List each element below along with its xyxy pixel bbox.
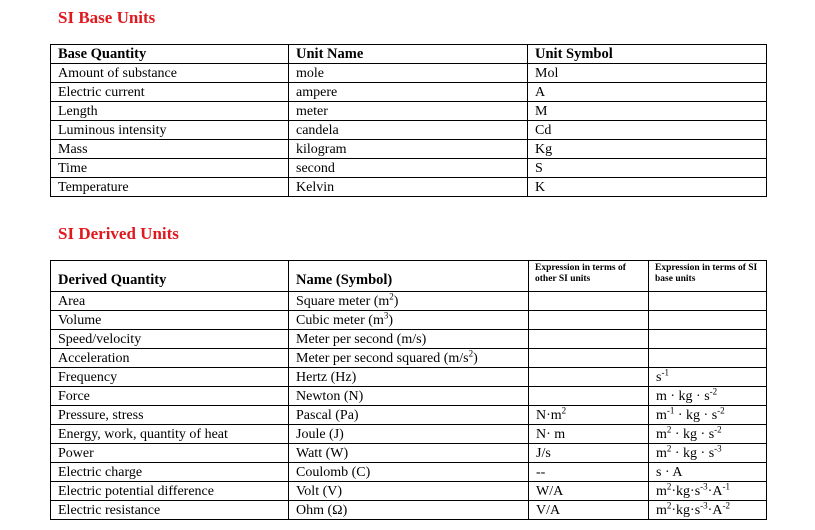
table-row <box>51 482 767 501</box>
base-quantity-cell: Temperature <box>51 178 289 197</box>
expression-base-si-cell: $m^{-1}$ · kg · $s^{-2}$ <box>649 406 767 425</box>
unit-symbol-cell: K <box>528 178 767 197</box>
si-derived-units-table <box>50 260 767 520</box>
name-symbol-cell: Hertz (Hz) <box>289 368 529 387</box>
derived-quantity-cell: Pressure, stress <box>51 406 289 425</box>
table-row <box>51 121 767 140</box>
table-header-row <box>51 45 767 64</box>
derived-quantity-cell: Power <box>51 444 289 463</box>
expression-base-si-cell: $m^2$ · kg · $s^{-2}$ <box>649 425 767 444</box>
derived-quantity-cell: Electric potential difference <box>51 482 289 501</box>
expression-base-si-cell: $m^2\cdot kg\cdot s^{-3}\cdot A^{-2}$ <box>649 501 767 520</box>
derived-quantity-cell: Area <box>51 292 289 311</box>
expression-other-si-cell <box>529 292 649 311</box>
derived-quantity-cell: Force <box>51 387 289 406</box>
unit-symbol-cell: Cd <box>528 121 767 140</box>
expression-other-si-cell: J/s <box>529 444 649 463</box>
base-quantity-cell: Length <box>51 102 289 121</box>
unit-name-cell: meter <box>289 102 528 121</box>
table-row <box>51 102 767 121</box>
base-quantity-cell: Mass <box>51 140 289 159</box>
unit-name-cell: ampere <box>289 83 528 102</box>
header-name-symbol: Name (Symbol) <box>289 261 529 292</box>
name-symbol-cell: Ohm (Ω) <box>289 501 529 520</box>
table-row <box>51 159 767 178</box>
name-symbol-cell: Coulomb (C) <box>289 463 529 482</box>
name-symbol-cell: Volt (V) <box>289 482 529 501</box>
name-symbol-cell: Square meter $(m^2)$ <box>289 292 529 311</box>
unit-name-cell: second <box>289 159 528 178</box>
expression-base-si-cell <box>649 292 767 311</box>
expression-base-si-cell: $m^2\cdot kg\cdot s^{-3}\cdot A^{-1}$ <box>649 482 767 501</box>
si-derived-units-heading: SI Derived Units <box>58 224 179 243</box>
expression-other-si-cell <box>529 311 649 330</box>
derived-quantity-cell: Volume <box>51 311 289 330</box>
expression-base-si-cell <box>649 330 767 349</box>
header-expression-other-si: Expression in terms of other SI units <box>529 261 649 292</box>
expression-base-si-cell <box>649 311 767 330</box>
table-row <box>51 311 767 330</box>
derived-quantity-cell: Speed/velocity <box>51 330 289 349</box>
expression-other-si-cell <box>529 349 649 368</box>
table-row <box>51 406 767 425</box>
table-header-row <box>51 261 767 292</box>
header-unit-symbol: Unit Symbol <box>528 45 767 64</box>
header-base-quantity: Base Quantity <box>51 45 289 64</box>
derived-quantity-cell: Electric resistance <box>51 501 289 520</box>
name-symbol-cell: Newton (N) <box>289 387 529 406</box>
expression-other-si-cell: $N\cdot m^2$ <box>529 406 649 425</box>
name-symbol-cell: Meter per second (m/s) <box>289 330 529 349</box>
unit-symbol-cell: Mol <box>528 64 767 83</box>
name-symbol-cell: Cubic meter $(m^3)$ <box>289 311 529 330</box>
base-quantity-cell: Electric current <box>51 83 289 102</box>
table-row <box>51 368 767 387</box>
expression-base-si-cell: $m^2$ · kg · $s^{-3}$ <box>649 444 767 463</box>
expression-other-si-cell <box>529 368 649 387</box>
expression-other-si-cell: W/A <box>529 482 649 501</box>
base-quantity-cell: Luminous intensity <box>51 121 289 140</box>
unit-name-cell: mole <box>289 64 528 83</box>
base-quantity-cell: Amount of substance <box>51 64 289 83</box>
table-row <box>51 330 767 349</box>
expression-base-si-cell <box>649 349 767 368</box>
table-row <box>51 178 767 197</box>
table-row <box>51 444 767 463</box>
header-unit-name: Unit Name <box>289 45 528 64</box>
table-row <box>51 425 767 444</box>
unit-symbol-cell: A <box>528 83 767 102</box>
table-row <box>51 387 767 406</box>
base-quantity-cell: Time <box>51 159 289 178</box>
derived-quantity-cell: Electric charge <box>51 463 289 482</box>
expression-other-si-cell: N· m <box>529 425 649 444</box>
expression-base-si-cell: m · kg · $s^{-2}$ <box>649 387 767 406</box>
table-row <box>51 292 767 311</box>
table-row <box>51 83 767 102</box>
unit-name-cell: candela <box>289 121 528 140</box>
si-base-units-heading: SI Base Units <box>58 8 156 27</box>
expression-base-si-cell: $s^{-1}$ <box>649 368 767 387</box>
name-symbol-cell: Joule (J) <box>289 425 529 444</box>
name-symbol-cell: Meter per second squared $(m/s^2)$ <box>289 349 529 368</box>
header-derived-quantity: Derived Quantity <box>51 261 289 292</box>
si-base-units-table <box>50 44 767 197</box>
expression-base-si-cell: s · A <box>649 463 767 482</box>
derived-quantity-cell: Acceleration <box>51 349 289 368</box>
expression-other-si-cell <box>529 387 649 406</box>
table-row <box>51 463 767 482</box>
unit-name-cell: kilogram <box>289 140 528 159</box>
derived-quantity-cell: Frequency <box>51 368 289 387</box>
name-symbol-cell: Watt (W) <box>289 444 529 463</box>
expression-other-si-cell: V/A <box>529 501 649 520</box>
header-expression-base-si: Expression in terms of SI base units <box>649 261 767 292</box>
unit-symbol-cell: S <box>528 159 767 178</box>
table-row <box>51 501 767 520</box>
derived-quantity-cell: Energy, work, quantity of heat <box>51 425 289 444</box>
unit-symbol-cell: M <box>528 102 767 121</box>
name-symbol-cell: Pascal (Pa) <box>289 406 529 425</box>
table-row <box>51 349 767 368</box>
expression-other-si-cell <box>529 330 649 349</box>
expression-other-si-cell: -- <box>529 463 649 482</box>
table-row <box>51 140 767 159</box>
table-row <box>51 64 767 83</box>
unit-symbol-cell: Kg <box>528 140 767 159</box>
unit-name-cell: Kelvin <box>289 178 528 197</box>
